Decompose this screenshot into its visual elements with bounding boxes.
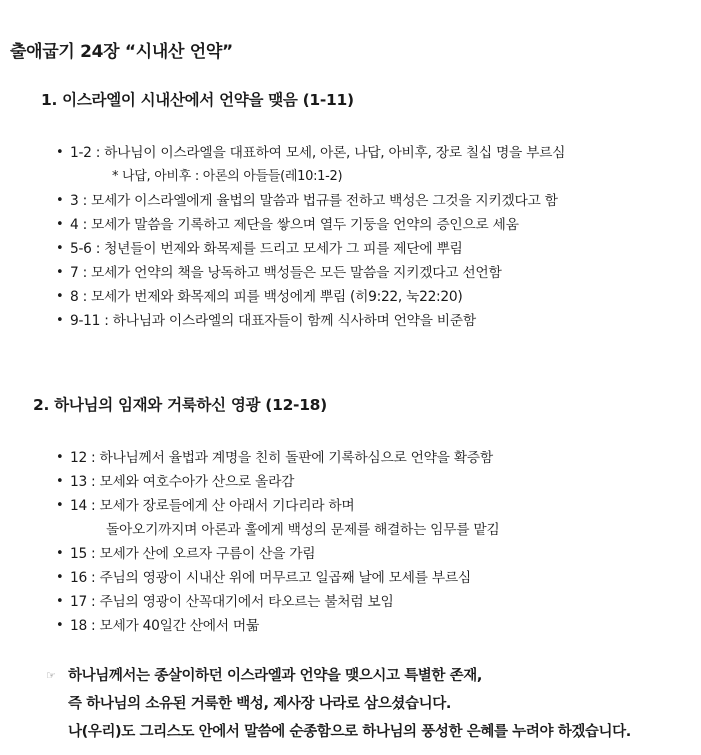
- section-1-heading: 1. 이스라엘이 시내산에서 언약을 맺음 (1-11): [41, 91, 354, 109]
- list-item: • 15 : 모세가 산에 오르자 구름이 산을 가림: [56, 542, 499, 566]
- list-item: • 1-2 : 하나님이 이스라엘을 대표하여 모세, 아론, 나답, 아비후, 장로 칠십 명을 부르심: [56, 141, 565, 165]
- section-2-heading: 2. 하나님의 임재와 거룩하신 영광 (12-18): [33, 396, 327, 414]
- page-title: 출애굽기 24장 “시내산 언약”: [0, 37, 233, 62]
- bullet-icon: •: [56, 145, 64, 160]
- bullet-icon: •: [56, 618, 64, 633]
- section-2-list: [56, 446, 499, 638]
- bullet-icon: •: [56, 474, 64, 489]
- list-item: • 16 : 주님의 영광이 시내산 위에 머무르고 일곱째 날에 모세를 부르심: [56, 566, 499, 590]
- bullet-icon: •: [56, 193, 64, 208]
- list-item: • 18 : 모세가 40일간 산에서 머묾: [56, 614, 499, 638]
- bullet-icon: •: [56, 546, 64, 561]
- list-item-continuation: 돌아오기까지며 아론과 훌에게 백성의 문제를 해결하는 임무를 맡김: [106, 522, 500, 538]
- pointing-hand-icon: ☞: [46, 669, 56, 682]
- list-item: • 4 : 모세가 말씀을 기록하고 제단을 쌓으며 열두 기둥을 언약의 증인으로 세움: [56, 213, 565, 237]
- note-line: 나(우리)도 그리스도 안에서 말씀에 순종함으로 하나님의 풍성한 은혜를 누려야 하겠습니다.: [68, 724, 631, 740]
- bullet-icon: •: [56, 265, 64, 280]
- application-note: [46, 662, 631, 746]
- sub-note: * 나답, 아비후 : 아론의 아들들(레10:1-2): [112, 169, 343, 184]
- bullet-icon: •: [56, 570, 64, 585]
- list-item: • 12 : 하나님께서 율법과 계명을 친히 돌판에 기록하심으로 언약을 확증함: [56, 446, 499, 470]
- bullet-icon: •: [56, 313, 64, 328]
- list-item: • 7 : 모세가 언약의 책을 낭독하고 백성들은 모든 말씀을 지키겠다고 선언함: [56, 261, 565, 285]
- list-item: • 17 : 주님의 영광이 산꼭대기에서 타오르는 불처럼 보임: [56, 590, 499, 614]
- section-1-list: [56, 141, 565, 333]
- list-item: • 8 : 모세가 번제와 화목제의 피를 백성에게 뿌림 (히9:22, 눅22:20): [56, 285, 565, 309]
- note-line: 즉 하나님의 소유된 거룩한 백성, 제사장 나라로 삼으셨습니다.: [68, 696, 451, 712]
- bullet-icon: •: [56, 289, 64, 304]
- list-item: • 9-11 : 하나님과 이스라엘의 대표자들이 함께 식사하며 언약을 비준함: [56, 309, 565, 333]
- list-item: • 13 : 모세와 여호수아가 산으로 올라감: [56, 470, 499, 494]
- list-item: • 3 : 모세가 이스라엘에게 율법의 말씀과 법규를 전하고 백성은 그것을 지키겠다고 함: [56, 189, 565, 213]
- list-item: • 5-6 : 청년들이 번제와 화목제를 드리고 모세가 그 피를 제단에 뿌림: [56, 237, 565, 261]
- bullet-icon: •: [56, 450, 64, 465]
- bullet-icon: •: [56, 217, 64, 232]
- note-line: ☞ 하나님께서는 종살이하던 이스라엘과 언약을 맺으시고 특별한 존재,: [46, 662, 631, 690]
- bullet-icon: •: [56, 498, 64, 513]
- list-item: • 14 : 모세가 장로들에게 산 아래서 기다리라 하며: [56, 494, 499, 518]
- title-mark-icon: [0, 42, 4, 62]
- bullet-icon: •: [56, 241, 64, 256]
- bullet-icon: •: [56, 594, 64, 609]
